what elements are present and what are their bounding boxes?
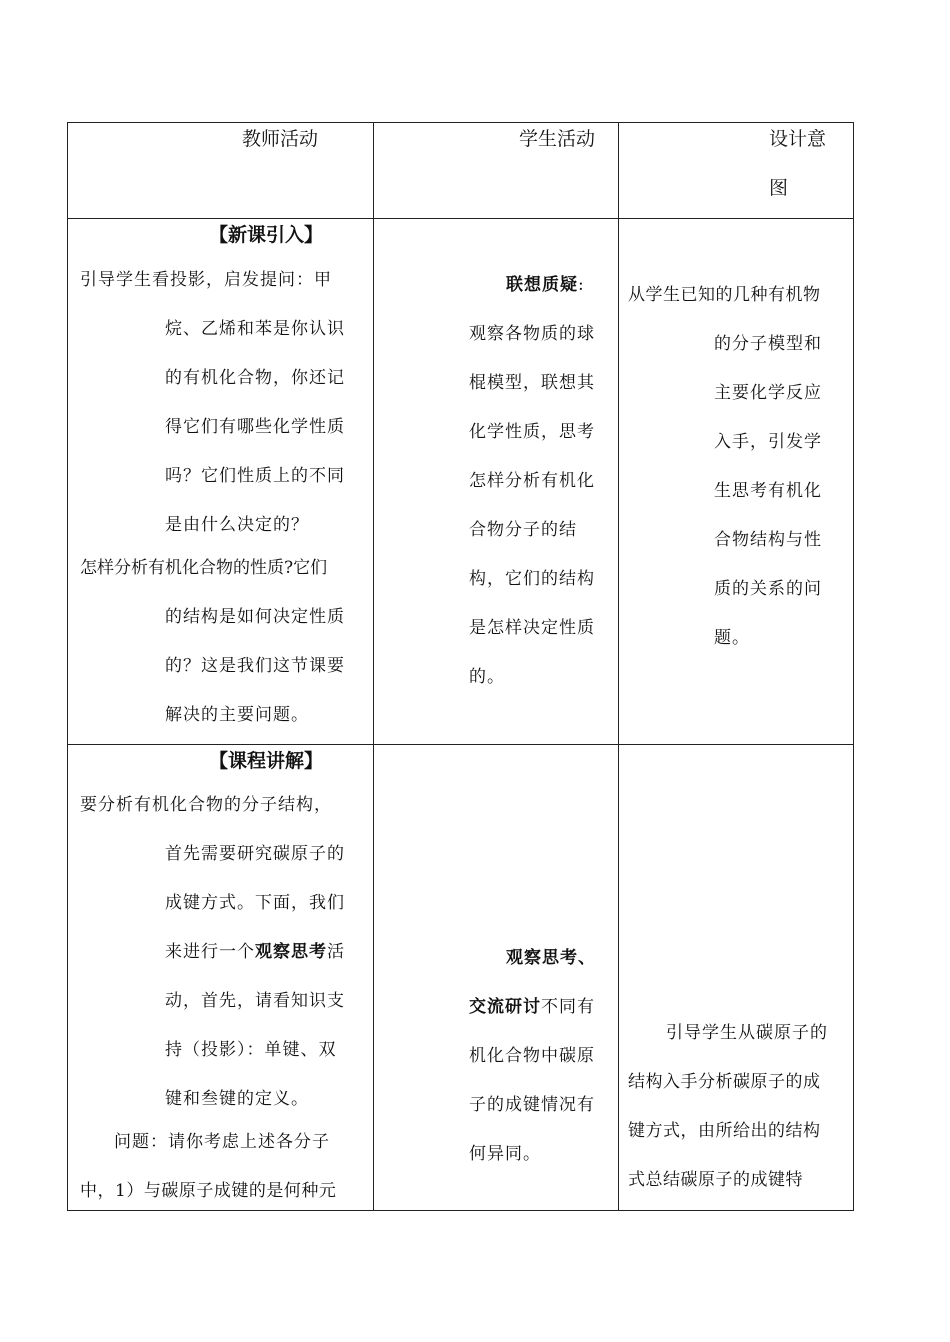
column-divider (618, 123, 619, 1210)
design-text-line: 主要化学反应 (714, 383, 822, 403)
teacher-text-line: 得它们有哪些化学性质 (165, 417, 345, 437)
teacher-text-line: 动，首先，请看知识支 (165, 991, 345, 1011)
teacher-text-line: 键和叁键的定义。 (165, 1089, 309, 1109)
header-design-cont: 图 (769, 177, 789, 199)
teacher-text-line: 中，1）与碳原子成键的是何种元 (80, 1181, 337, 1201)
header-student: 学生活动 (519, 128, 596, 150)
teacher-text-line: 要分析有机化合物的分子结构， (80, 795, 332, 815)
student-text-line: 交流研讨不同有 (469, 997, 595, 1017)
column-divider (373, 123, 374, 1210)
student-text-line: 合物分子的结 (469, 520, 577, 540)
design-text-line: 质的关系的问 (714, 579, 822, 599)
student-text-line: 构，它们的结构 (469, 569, 595, 589)
teacher-text-line: 成键方式。下面，我们 (165, 893, 345, 913)
design-text-line: 键方式，由所给出的结构 (628, 1121, 821, 1141)
teacher-text-line: 持（投影）：单键、双 (165, 1040, 337, 1060)
section-heading-intro: 【新课引入】 (209, 224, 324, 246)
teacher-text-line: 解决的主要问题。 (165, 705, 309, 725)
design-text-line: 合物结构与性 (714, 530, 822, 550)
lesson-plan-table (67, 122, 854, 1211)
student-heading: 观察思考、 (506, 948, 596, 968)
section-heading-lecture: 【课程讲解】 (209, 750, 324, 772)
design-text-line: 式总结碳原子的成键特 (628, 1170, 803, 1190)
student-heading: 联想质疑: (506, 275, 585, 295)
teacher-text-line: 来进行一个观察思考活 (165, 942, 345, 962)
student-text-line: 棍模型，联想其 (469, 373, 595, 393)
header-design: 设计意 (769, 128, 827, 150)
teacher-text-line: 是由什么决定的？ (165, 515, 309, 535)
design-text-line: 入手，引发学 (714, 432, 822, 452)
row-divider (68, 218, 853, 219)
design-text-line: 结构入手分析碳原子的成 (628, 1072, 821, 1092)
student-text-line: 何异同。 (469, 1144, 541, 1164)
teacher-text-line: 怎样分析有机化合物的性质?它们 (80, 558, 328, 578)
student-text-line: 子的成键情况有 (469, 1095, 595, 1115)
design-text-line: 从学生已知的几种有机物 (628, 285, 821, 305)
student-text-line: 是怎样决定性质 (469, 618, 595, 638)
row-divider (68, 744, 853, 745)
teacher-text-line: 烷、乙烯和苯是你认识 (165, 319, 345, 339)
student-text-line: 观察各物质的球 (469, 324, 595, 344)
design-text-line: 题。 (714, 628, 750, 648)
student-text-line: 化学性质，思考 (469, 422, 595, 442)
teacher-text-line: 问题：请你考虑上述各分子 (114, 1132, 330, 1152)
student-text-line: 怎样分析有机化 (469, 471, 595, 491)
student-text-line: 的。 (469, 667, 505, 687)
header-teacher: 教师活动 (242, 128, 319, 150)
teacher-text-line: 引导学生看投影，启发提问：甲 (80, 270, 332, 290)
student-text-line: 机化合物中碳原 (469, 1046, 595, 1066)
design-text-line: 引导学生从碳原子的 (666, 1023, 828, 1043)
teacher-text-line: 吗？它们性质上的不同 (165, 466, 345, 486)
design-text-line: 生思考有机化 (714, 481, 822, 501)
design-text-line: 的分子模型和 (714, 334, 822, 354)
teacher-text-line: 的结构是如何决定性质 (165, 607, 345, 627)
teacher-text-line: 首先需要研究碳原子的 (165, 844, 345, 864)
teacher-text-line: 的有机化合物，你还记 (165, 368, 345, 388)
teacher-text-line: 的？这是我们这节课要 (165, 656, 345, 676)
